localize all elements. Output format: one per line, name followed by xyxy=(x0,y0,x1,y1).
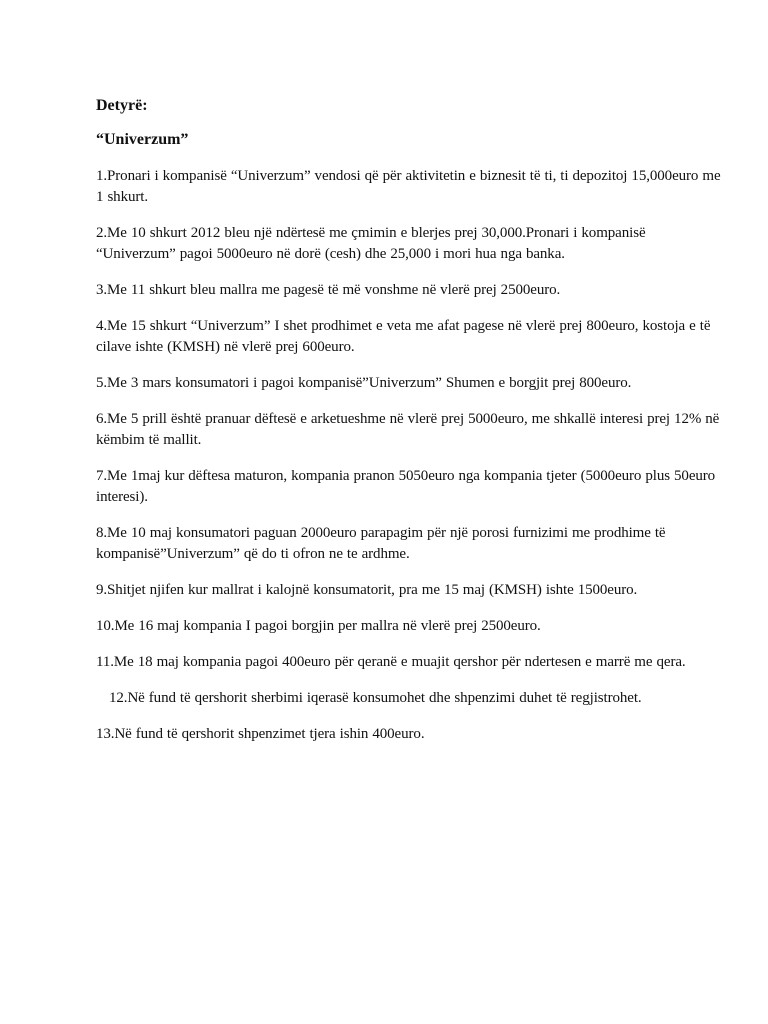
task-item-4: 4.Me 15 shkurt “Univerzum” I shet prodhimet e veta me afat pagese në vlerë prej 800euro, kostoja e të cilave ishte (KMSH) në vlerë prej 600euro. xyxy=(96,318,711,355)
task-item-13: 13.Në fund të qershorit shpenzimet tjera ishin 400euro. xyxy=(96,726,425,742)
task-item-2: 2.Me 10 shkurt 2012 bleu një ndërtesë me çmimin e blerjes prej 30,000.Pronari i kompanisë “Univerzum” pagoi 5000euro në dorë (cesh) dhe 25,000 i mori hua nga banka. xyxy=(96,225,646,262)
task-item-7: 7.Me 1maj kur dëftesa maturon, kompania pranon 5050euro nga kompania tjeter (5000euro plus 50euro interesi). xyxy=(96,468,716,505)
task-item-6: 6.Me 5 prill është pranuar dëftesë e arketueshme në vlerë prej 5000euro, me shkallë interesi prej 12% në këmbim të mallit. xyxy=(96,411,720,448)
task-item-11: 11.Me 18 maj kompania pagoi 400euro për qeranë e muajit qershor për ndertesen e marrë me qera. xyxy=(96,654,686,670)
task-item-9: 9.Shitjet njifen kur mallrat i kalojnë konsumatorit, pra me 15 maj (KMSH) ishte 1500euro. xyxy=(96,582,638,598)
task-item-5: 5.Me 3 mars konsumatori i pagoi kompanisë”Univerzum” Shumen e borgjit prej 800euro. xyxy=(96,375,632,391)
task-item-10: 10.Me 16 maj kompania I pagoi borgjin per mallra në vlerë prej 2500euro. xyxy=(96,618,541,634)
task-item-12: 12.Në fund të qershorit sherbimi iqerasë konsumohet dhe shpenzimi duhet të regjistrohet. xyxy=(109,690,642,706)
task-item-1: 1.Pronari i kompanisë “Univerzum” vendosi që për aktivitetin e biznesit të ti, ti depozitoj 15,000euro me 1 shkurt. xyxy=(96,168,721,205)
task-item-8: 8.Me 10 maj konsumatori paguan 2000euro parapagim për një porosi furnizimi me prodhime të kompanisë”Univerzum” që do ti ofron ne te ardhme. xyxy=(96,525,666,562)
task-list xyxy=(96,166,726,760)
document-title: “Univerzum” xyxy=(96,131,189,148)
task-item-3: 3.Me 11 shkurt bleu mallra me pagesë të më vonshme në vlerë prej 2500euro. xyxy=(96,282,561,298)
document-heading: Detyrë: xyxy=(96,97,148,114)
